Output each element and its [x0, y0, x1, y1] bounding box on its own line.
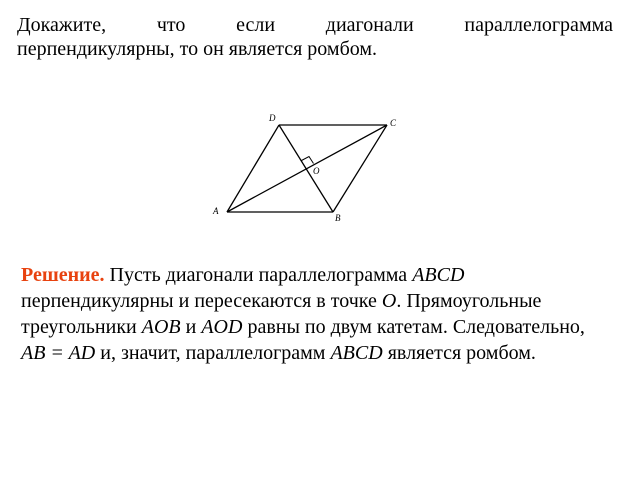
diagonal-ac [227, 125, 387, 212]
problem-word: если [236, 14, 276, 36]
term-aod: AOD [201, 316, 243, 338]
problem-word: что [156, 14, 186, 36]
solution-heading: Решение. [21, 264, 105, 286]
side-bc [333, 125, 387, 212]
solution-text-part: Пусть диагонали параллелограмма [104, 264, 413, 286]
problem-word: параллелограмма [464, 14, 613, 36]
problem-line-1 [17, 13, 613, 37]
solution-text-part: равны по двум катетам. Следовательно, [242, 316, 585, 338]
solution-text-part: является ромбом. [382, 342, 536, 364]
term-ab-equals-ad: AB = AD [21, 342, 96, 364]
label-d: D [269, 113, 276, 123]
solution-text-part: и [180, 316, 202, 338]
side-da [227, 125, 279, 212]
solution-text [21, 262, 591, 366]
label-a: A [213, 206, 219, 216]
parallelogram-figure [205, 106, 405, 226]
solution-text-part: и, значит, параллелограмм [95, 342, 331, 364]
label-o: O [313, 166, 320, 176]
term-o: O [381, 290, 397, 312]
problem-word: Докажите, [17, 14, 107, 36]
label-b: B [335, 213, 341, 223]
problem-statement [17, 13, 613, 61]
problem-word: диагонали [325, 14, 414, 36]
term-aob: AOB [141, 316, 181, 338]
diagonal-bd [279, 125, 333, 212]
term-abcd: ABCD [330, 342, 383, 364]
solution-text-part: перпендикулярны и пересекаются в точке [21, 290, 382, 312]
term-abcd: ABCD [412, 264, 465, 286]
right-angle-mark [302, 157, 314, 164]
label-c: C [390, 118, 397, 128]
problem-line-2: перпендикулярны, то он является ромбом. [17, 38, 378, 60]
solution-text-part: . Прямоугольные треугольники [21, 290, 542, 338]
